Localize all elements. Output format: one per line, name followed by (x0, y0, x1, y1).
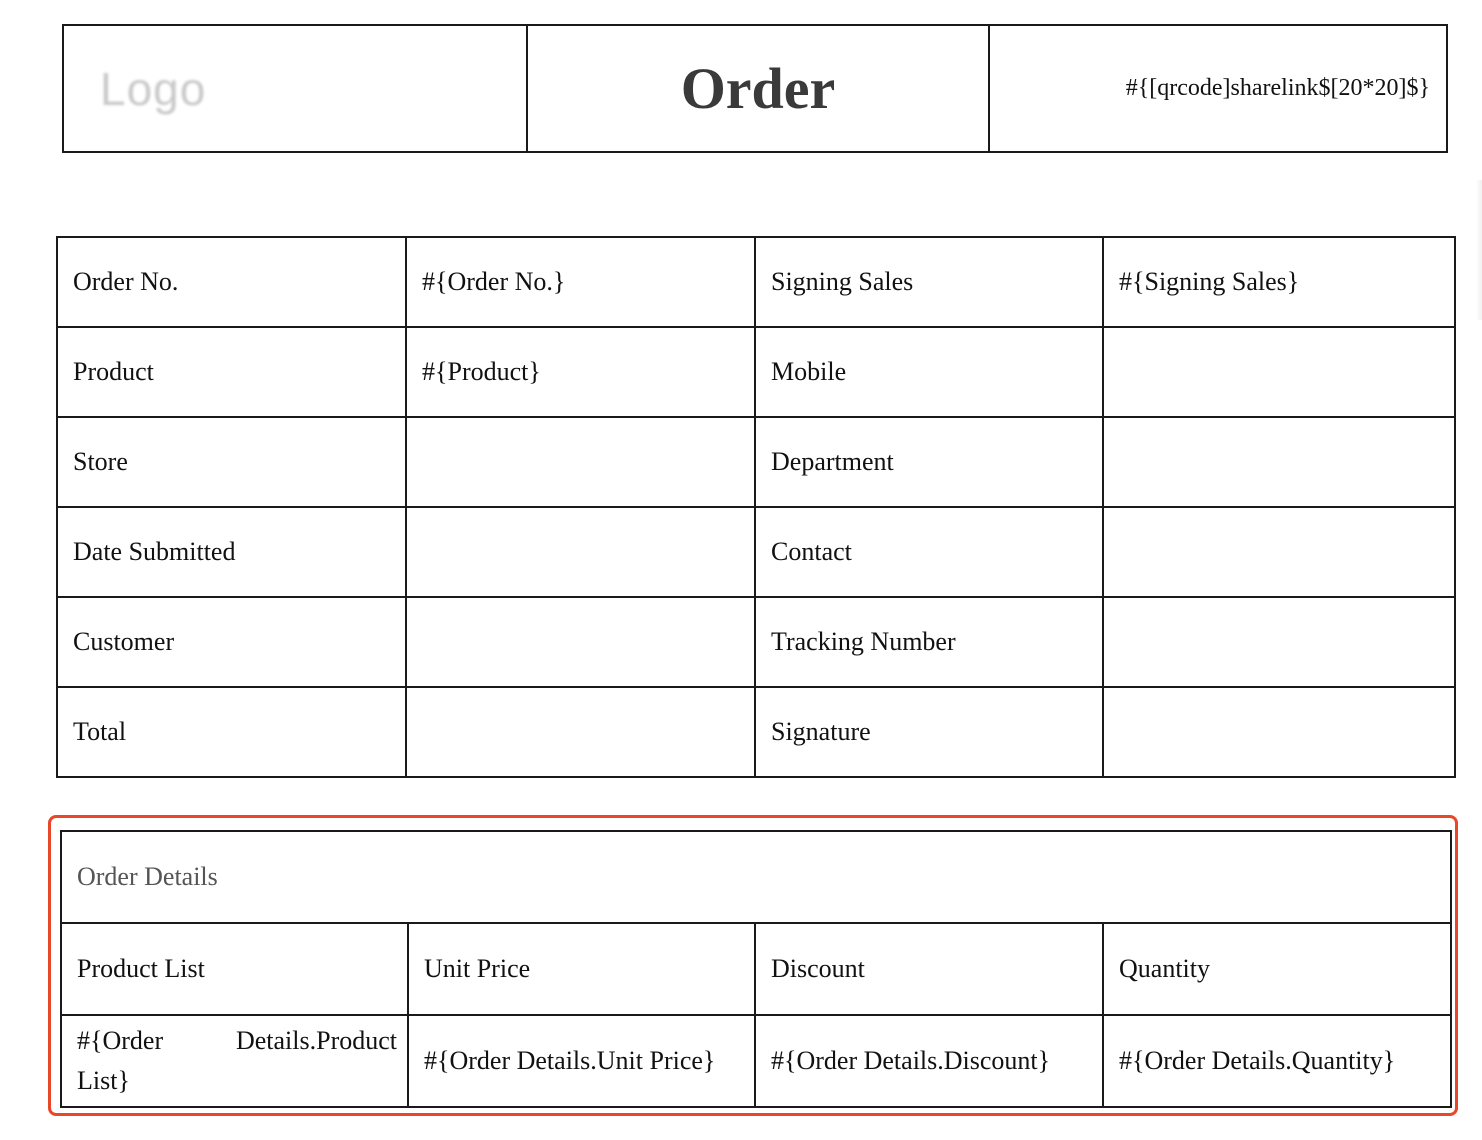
title-cell[interactable] (527, 25, 989, 152)
page-title: Order (680, 56, 836, 121)
label-cell[interactable]: Department (755, 417, 1103, 507)
column-header[interactable]: Quantity (1103, 923, 1451, 1015)
product-list-line: List} (77, 1066, 130, 1095)
value-cell[interactable] (1103, 687, 1455, 777)
qrcode-cell[interactable] (989, 25, 1447, 152)
details-title[interactable]: Order Details (61, 831, 1451, 923)
value-cell[interactable] (1103, 327, 1455, 417)
table-row (61, 1015, 1451, 1107)
label-cell[interactable]: Store (57, 417, 406, 507)
column-header[interactable]: Product List (61, 923, 408, 1015)
label-cell[interactable]: Date Submitted (57, 507, 406, 597)
value-cell[interactable] (406, 687, 755, 777)
table-row (57, 327, 1455, 417)
value-cell[interactable] (1103, 417, 1455, 507)
unit-price-cell[interactable]: #{Order Details.Unit Price} (408, 1015, 755, 1107)
order-details-table[interactable] (60, 830, 1452, 1108)
table-row (57, 237, 1455, 327)
page-edge-shadow (1476, 180, 1482, 320)
quantity-cell[interactable]: #{Order Details.Quantity} (1103, 1015, 1451, 1107)
value-cell[interactable] (406, 597, 755, 687)
label-cell[interactable]: Signature (755, 687, 1103, 777)
label-cell[interactable]: Total (57, 687, 406, 777)
product-list-text: Details.Product (235, 1026, 397, 1055)
column-header[interactable]: Discount (755, 923, 1103, 1015)
label-cell[interactable]: Customer (57, 597, 406, 687)
label-cell[interactable]: Tracking Number (755, 597, 1103, 687)
value-cell[interactable] (1103, 507, 1455, 597)
column-header[interactable]: Unit Price (408, 923, 755, 1015)
logo-cell[interactable] (63, 25, 527, 152)
order-info-table (56, 236, 1456, 778)
label-cell[interactable]: Order No. (57, 237, 406, 327)
value-cell[interactable]: #{Order No.} (406, 237, 755, 327)
label-cell[interactable]: Product (57, 327, 406, 417)
value-cell[interactable]: #{Signing Sales} (1103, 237, 1455, 327)
table-row (57, 597, 1455, 687)
table-row (57, 507, 1455, 597)
table-row (57, 687, 1455, 777)
value-cell[interactable] (406, 507, 755, 597)
table-header-row (61, 923, 1451, 1015)
product-list-cell[interactable] (61, 1015, 408, 1107)
table-row (57, 417, 1455, 507)
value-cell[interactable]: #{Product} (406, 327, 755, 417)
header-table (62, 24, 1448, 153)
label-cell[interactable]: Mobile (755, 327, 1103, 417)
product-list-line (77, 1021, 397, 1061)
product-list-text: #{Order (77, 1026, 164, 1055)
logo-placeholder: Logo (100, 62, 207, 115)
label-cell[interactable]: Signing Sales (755, 237, 1103, 327)
label-cell[interactable]: Contact (755, 507, 1103, 597)
value-cell[interactable] (406, 417, 755, 507)
discount-cell[interactable]: #{Order Details.Discount} (755, 1015, 1103, 1107)
value-cell[interactable] (1103, 597, 1455, 687)
qrcode-placeholder: #{[qrcode]sharelink$[20*20]$} (1125, 75, 1430, 101)
